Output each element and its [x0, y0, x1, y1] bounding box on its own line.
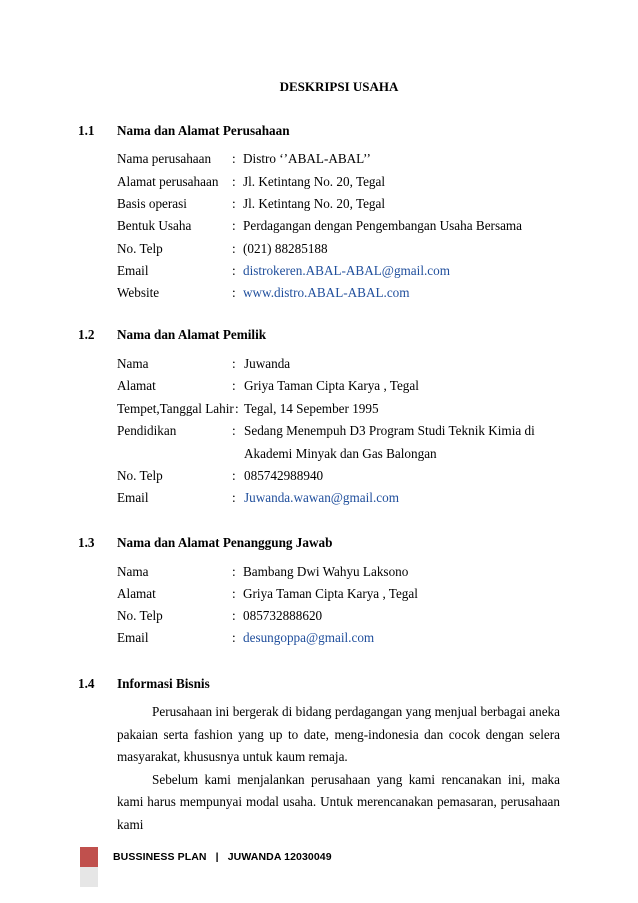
field-value: Juwanda: [244, 356, 291, 371]
colon: :: [232, 196, 236, 211]
field-label: Website: [117, 285, 160, 300]
company-website-link[interactable]: www.distro.ABAL-ABAL.com: [243, 285, 410, 300]
field-label: No. Telp: [117, 608, 163, 623]
field-value: Jl. Ketintang No. 20, Tegal: [243, 174, 386, 189]
colon: :: [232, 468, 236, 483]
field-value: 085732888620: [243, 608, 323, 623]
field-value: Tegal, 14 Sepember 1995: [244, 401, 379, 416]
colon: :: [232, 285, 236, 300]
field-value: Sedang Menempuh D3 Program Studi Teknik Kimia di: [244, 423, 535, 438]
company-email-link[interactable]: distrokeren.ABAL-ABAL@gmail.com: [243, 263, 450, 278]
colon: :: [232, 586, 236, 601]
field-label: Tempet,Tanggal Lahir: [117, 401, 234, 416]
field-label: Alamat: [117, 378, 156, 393]
field-value: Griya Taman Cipta Karya , Tegal: [243, 586, 418, 601]
field-label: Pendidikan: [117, 423, 177, 438]
field-label: No. Telp: [117, 468, 163, 483]
field-label: No. Telp: [117, 241, 163, 256]
colon: :: [232, 151, 236, 166]
paragraph: Perusahaan ini bergerak di bidang perdagangan yang menjual berbagai aneka pakaian serta fashion yang up to date, meng-indonesia dan cocok dengan selera masyarakat, khususnya untuk kaum remaja.: [117, 704, 560, 764]
colon: :: [232, 630, 236, 645]
section-heading-1-3: Nama dan Alamat Penanggung Jawab: [117, 535, 333, 550]
section-number-1-4: 1.4: [78, 676, 95, 691]
colon: :: [232, 378, 236, 393]
colon: :: [232, 174, 236, 189]
colon: :: [232, 241, 236, 256]
field-value: Distro ‘’ABAL-ABAL’’: [243, 151, 371, 166]
section-heading-1-2: Nama dan Alamat Pemilik: [117, 327, 267, 342]
colon: :: [232, 263, 236, 278]
footer-text: BUSSINESS PLAN | JUWANDA 12030049: [113, 851, 332, 863]
section-number-1-3: 1.3: [78, 535, 95, 550]
section-number-1-2: 1.2: [78, 327, 95, 342]
footer-gray-block: [80, 867, 98, 887]
field-label: Basis operasi: [117, 196, 187, 211]
field-label: Email: [117, 263, 149, 278]
section-heading-1-1: Nama dan Alamat Perusahaan: [117, 123, 290, 138]
owner-email-link[interactable]: Juwanda.wawan@gmail.com: [244, 490, 399, 505]
field-label: Nama perusahaan: [117, 151, 212, 166]
section-heading-1-4: Informasi Bisnis: [117, 676, 210, 691]
colon: :: [232, 356, 236, 371]
field-value: Griya Taman Cipta Karya , Tegal: [244, 378, 419, 393]
field-label: Alamat: [117, 586, 156, 601]
colon: :: [232, 490, 236, 505]
field-label: Email: [117, 630, 149, 645]
page-footer: [0, 845, 638, 903]
responsible-email-link[interactable]: desungoppa@gmail.com: [243, 630, 375, 645]
colon: :: [232, 564, 236, 579]
field-value: Bambang Dwi Wahyu Laksono: [243, 564, 409, 579]
section-number-1-1: 1.1: [78, 123, 95, 138]
page-title: DESKRIPSI USAHA: [279, 79, 399, 94]
field-label: Bentuk Usaha: [117, 218, 192, 233]
colon: :: [235, 401, 239, 416]
colon: :: [232, 218, 236, 233]
colon: :: [232, 608, 236, 623]
field-value: (021) 88285188: [243, 241, 328, 256]
field-label: Alamat perusahaan: [117, 174, 219, 189]
footer-accent-block: [80, 847, 98, 867]
field-label: Email: [117, 490, 149, 505]
field-value: Perdagangan dengan Pengembangan Usaha Bersama: [243, 218, 523, 233]
business-info-text: [117, 701, 560, 836]
field-value: Akademi Minyak dan Gas Balongan: [244, 446, 437, 461]
field-label: Nama: [117, 564, 149, 579]
field-value: Jl. Ketintang No. 20, Tegal: [243, 196, 386, 211]
paragraph: Sebelum kami menjalankan perusahaan yang kami rencanakan ini, maka kami harus mempunyai modal usaha. Untuk merencanakan pemasaran, perusahaan kami: [117, 771, 560, 832]
field-value: 085742988940: [244, 468, 324, 483]
field-label: Nama: [117, 356, 149, 371]
colon: :: [232, 423, 236, 438]
